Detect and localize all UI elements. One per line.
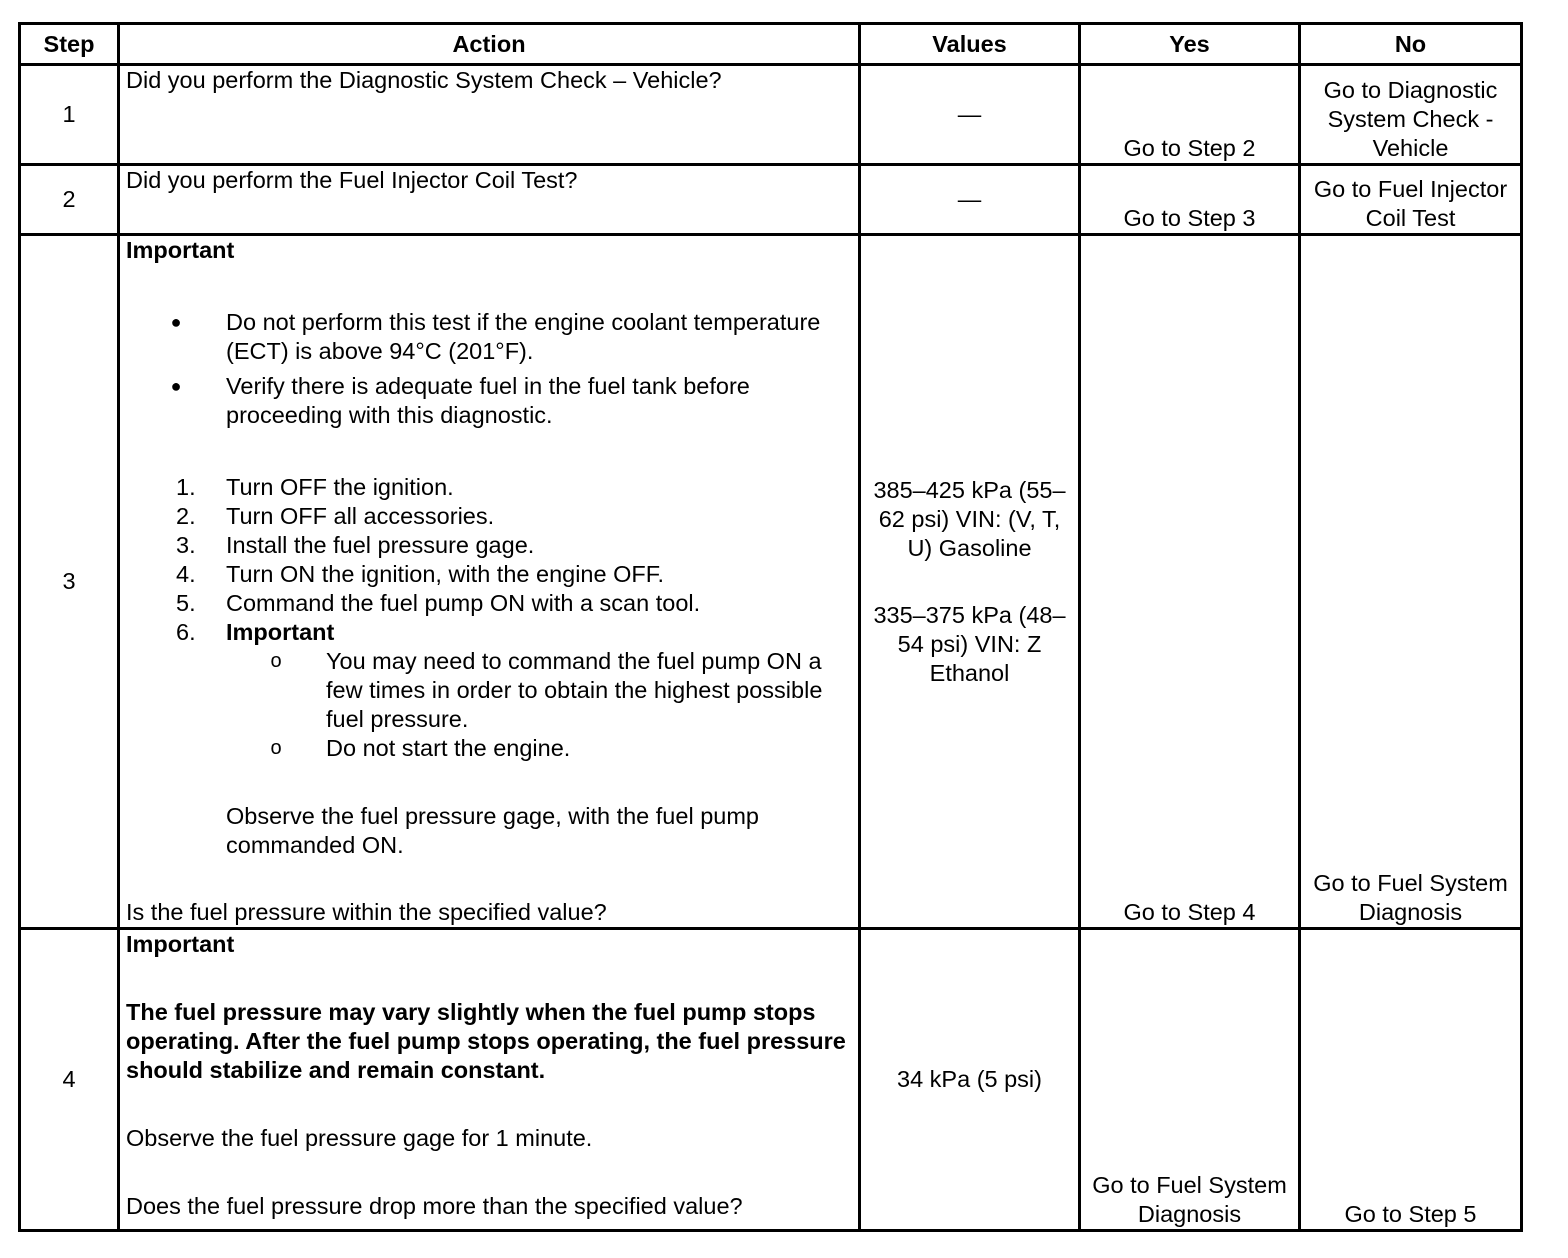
yes-cell: Go to Fuel System Diagnosis (1080, 929, 1300, 1231)
action-cell (119, 929, 860, 1231)
list-item: o You may need to command the fuel pump ON a few times in order to obtain the highest possible fuel pressure. (126, 647, 852, 734)
table-row (20, 929, 1522, 1231)
yes-cell: Go to Step 3 (1080, 165, 1300, 235)
question-text: Did you perform the Fuel Injector Coil Test? (126, 167, 578, 193)
observe-text: Observe the fuel pressure gage for 1 minute. (126, 1125, 593, 1151)
list-item: 1. Turn OFF the ignition. (176, 474, 454, 500)
circle-bullet-icon: o (270, 650, 282, 672)
action-cell (119, 65, 860, 165)
header-values: Values (860, 24, 1080, 65)
question-text: Is the fuel pressure within the specified value? (126, 899, 607, 925)
list-item: ● Do not perform this test if the engine coolant temperature (ECT) is above 94°C (201°F). (126, 308, 852, 366)
no-cell: Go to Fuel System Diagnosis (1300, 235, 1522, 929)
bullet-icon: ● (170, 376, 182, 396)
table-row (20, 65, 1522, 165)
list-item: 4. Turn ON the ignition, with the engine OFF. (176, 561, 665, 587)
important-heading: Important (126, 931, 235, 957)
list-item: ● Verify there is adequate fuel in the fuel tank before proceeding with this diagnostic. (126, 372, 852, 430)
list-item: 2. Turn OFF all accessories. (176, 503, 495, 529)
observe-text: Observe the fuel pressure gage, with the fuel pump commanded ON. (226, 803, 759, 858)
header-action: Action (119, 24, 860, 65)
circle-bullet-icon: o (270, 737, 282, 759)
table-row (20, 235, 1522, 929)
values-cell (860, 235, 1080, 929)
step-number: 4 (20, 929, 119, 1231)
values-cell: — (860, 165, 1080, 235)
step-number: 1 (20, 65, 119, 165)
step-number: 3 (20, 235, 119, 929)
action-cell (119, 165, 860, 235)
important-heading: Important (126, 237, 235, 263)
value-ethanol: 335–375 kPa (48–54 psi) VIN: Z Ethanol (873, 601, 1066, 686)
no-cell: Go to Step 5 (1300, 929, 1522, 1231)
diagnostic-table (18, 22, 1523, 1232)
question-text: Does the fuel pressure drop more than the specified value? (126, 1193, 743, 1219)
yes-cell: Go to Step 4 (1080, 235, 1300, 929)
value-gasoline: 385–425 kPa (55–62 psi) VIN: (V, T, U) Gasoline (873, 476, 1066, 561)
no-cell: Go to Diagnostic System Check - Vehicle (1300, 65, 1522, 165)
list-item: 6. Important (176, 619, 335, 645)
values-cell: 34 kPa (5 psi) (860, 929, 1080, 1231)
list-item: o Do not start the engine. (126, 734, 852, 763)
table-header-row (20, 24, 1522, 65)
action-cell (119, 235, 860, 929)
values-cell: — (860, 65, 1080, 165)
question-text: Did you perform the Diagnostic System Check – Vehicle? (126, 67, 722, 93)
important-text: The fuel pressure may vary slightly when the fuel pump stops operating. After the fuel pump stops operating, the fuel pressure should stabilize and remain constant. (126, 999, 846, 1083)
header-step: Step (20, 24, 119, 65)
no-cell: Go to Fuel Injector Coil Test (1300, 165, 1522, 235)
yes-cell: Go to Step 2 (1080, 65, 1300, 165)
table-row (20, 165, 1522, 235)
list-item: 3. Install the fuel pressure gage. (176, 532, 535, 558)
header-yes: Yes (1080, 24, 1300, 65)
bullet-icon: ● (170, 312, 182, 332)
step-number: 2 (20, 165, 119, 235)
list-item: 5. Command the fuel pump ON with a scan tool. (176, 590, 701, 616)
header-no: No (1300, 24, 1522, 65)
